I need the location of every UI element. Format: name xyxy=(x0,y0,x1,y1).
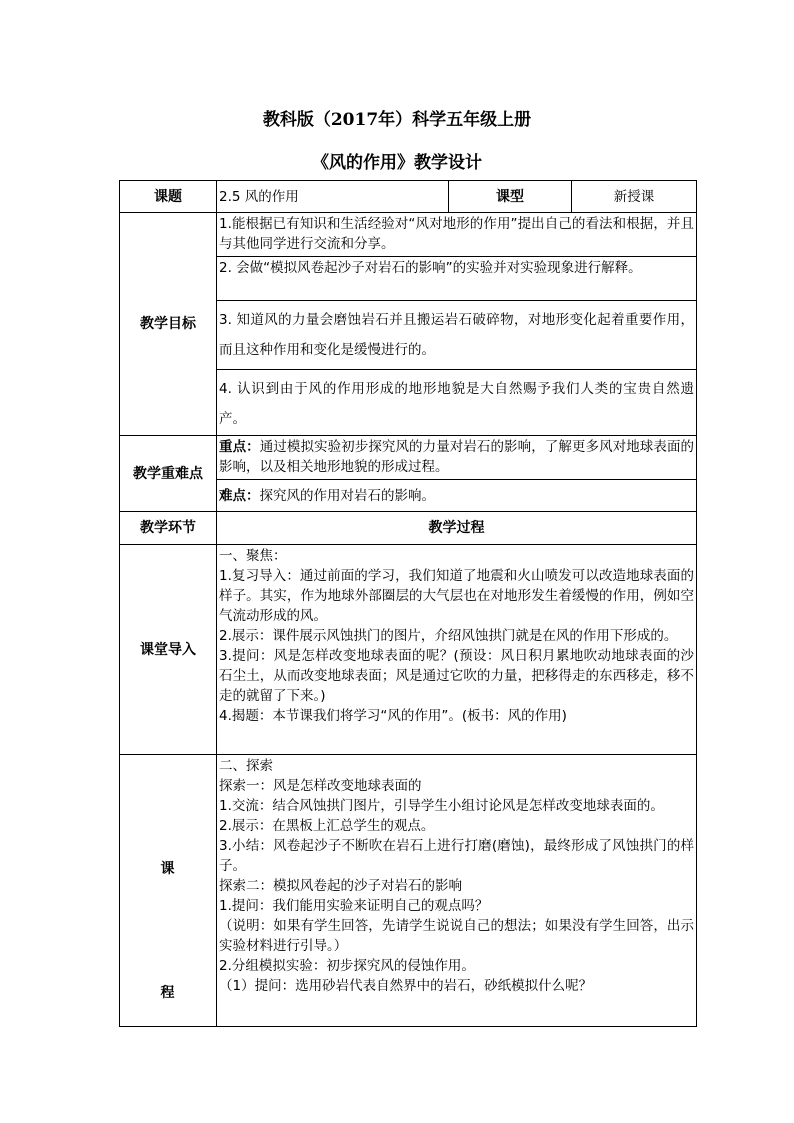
focus-text: 通过模拟实验初步探究风的力量对岩石的影响，了解更多风对地球表面的影响，以及相关地形地貌的形成过程。 xyxy=(219,439,695,475)
intro-line: 3.提问：风是怎样改变地球表面的呢？(预设：风日积月累地吹动地球表面的沙石尘土，从而改变地球表面；风是通过它吹的力量，把移得走的东西移走，移不走的就留了下来。) xyxy=(219,648,694,704)
lesson-plan-table xyxy=(119,180,697,1027)
difficulty-label: 难点： xyxy=(219,487,260,504)
objective-item: 3. 知道风的力量会磨蚀岩石并且搬运岩石破碎物，对地形变化起着重要作用，而且这种作用和变化是缓慢进行的。 xyxy=(217,301,697,370)
focus-cell xyxy=(217,436,697,480)
course-line: 1.提问：我们能用实验来证明自己的观点吗？ xyxy=(219,898,489,914)
course-label-top: 课 xyxy=(160,861,175,877)
course-line: 3.小结：风卷起沙子不断吹在岩石上进行打磨(磨蚀)，最终形成了风蚀拱门的样子。 xyxy=(219,838,694,874)
course-line: 1.交流：结合风蚀拱门图片，引导学生小组讨论风是怎样改变地球表面的。 xyxy=(219,798,664,814)
topic-value: 2.5 风的作用 xyxy=(217,181,449,213)
document-subtitle: 《风的作用》教学设计 xyxy=(312,153,482,173)
objectives-label: 教学目标 xyxy=(120,213,217,436)
topic-row xyxy=(120,181,697,213)
lesson-type-label: 课型 xyxy=(449,181,572,213)
objective-row xyxy=(120,213,697,257)
intro-line: 4.揭题：本节课我们将学习“风的作用”。(板书：风的作用) xyxy=(219,708,567,724)
intro-line: 2.展示：课件展示风蚀拱门的图片，介绍风蚀拱门就是在风的作用下形成的。 xyxy=(219,628,678,644)
intro-line: 1.复习导入：通过前面的学习，我们知道了地震和火山喷发可以改造地球表面的样子。其实，作为地球外部圈层的大气层也在对地形发生着缓慢的作用，例如空气流动形成的风。 xyxy=(219,568,694,624)
course-label-cell xyxy=(120,755,217,1027)
key-points-label: 教学重难点 xyxy=(120,436,217,512)
process-header: 教学过程 xyxy=(217,512,697,545)
course-line: 2.展示：在黑板上汇总学生的观点。 xyxy=(219,818,435,834)
course-content xyxy=(217,755,697,1027)
intro-label: 课堂导入 xyxy=(120,545,217,755)
intro-line: 一、聚焦： xyxy=(219,548,287,564)
course-line: 二、探索 xyxy=(219,758,273,774)
course-line: （1）提问：选用砂岩代表自然界中的岩石，砂纸模拟什么呢？ xyxy=(219,978,593,994)
intro-content xyxy=(217,545,697,755)
objective-item: 4. 认识到由于风的作用形成的地形地貌是大自然赐予我们人类的宝贵自然遗产。 xyxy=(217,370,697,436)
course-line: 探索一：风是怎样改变地球表面的 xyxy=(219,778,422,794)
course-label-bottom: 程 xyxy=(160,985,175,1001)
objective-item: 1.能根据已有知识和生活经验对“风对地形的作用”提出自己的看法和根据，并且与其他同学进行交流和分享。 xyxy=(217,213,697,257)
difficulty-text: 探究风的作用对岩石的影响。 xyxy=(259,487,435,504)
course-line: 2.分组模拟实验：初步探究风的侵蚀作用。 xyxy=(219,958,475,974)
difficulty-cell xyxy=(217,480,697,512)
objective-item: 2. 会做“模拟风卷起沙子对岩石的影响”的实验并对实验现象进行解释。 xyxy=(217,257,697,301)
course-row xyxy=(120,755,697,1027)
document-title: 教科版（2017年）科学五年级上册 xyxy=(262,110,532,130)
intro-row xyxy=(120,545,697,755)
stage-header: 教学环节 xyxy=(120,512,217,545)
topic-label: 课题 xyxy=(120,181,217,213)
course-line: （说明：如果有学生回答，先请学生说说自己的想法；如果没有学生回答，出示实验材料进行引导。） xyxy=(219,918,694,954)
focus-label: 重点： xyxy=(219,439,260,455)
key-points-row xyxy=(120,436,697,480)
lesson-type-value: 新授课 xyxy=(572,181,697,213)
course-line: 探索二：模拟风卷起的沙子对岩石的影响 xyxy=(219,878,462,894)
process-header-row xyxy=(120,512,697,545)
